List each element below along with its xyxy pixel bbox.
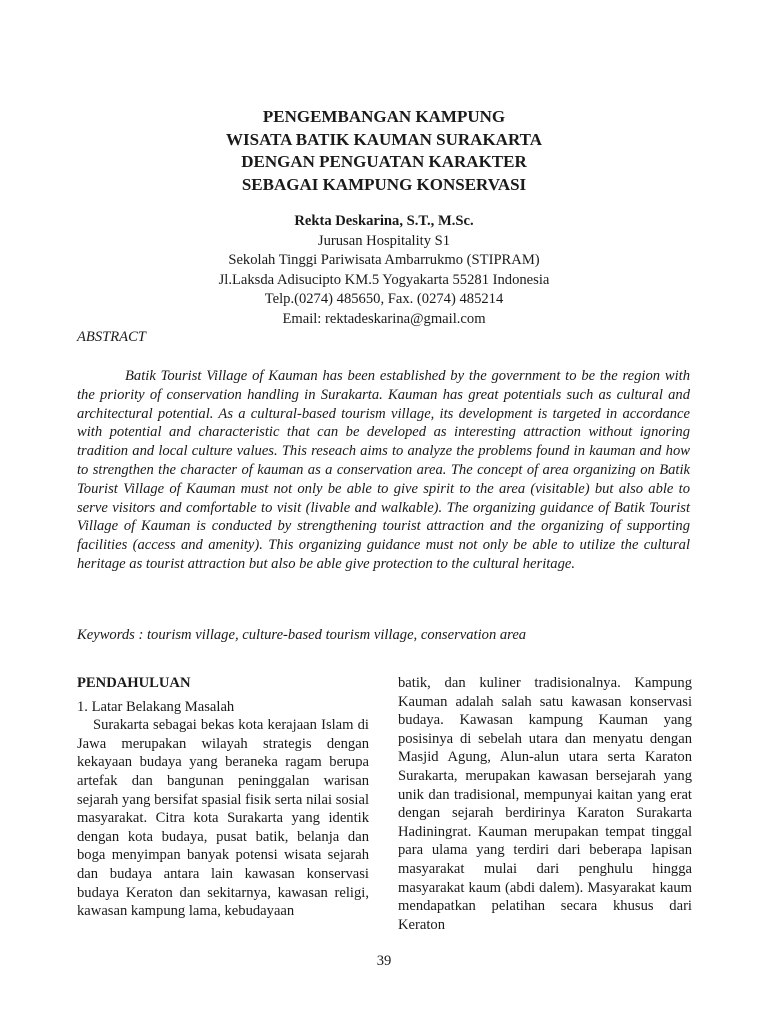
title-line: PENGEMBANGAN KAMPUNG [262, 107, 506, 126]
author-institution: Sekolah Tinggi Pariwisata Ambarrukmo (STIPRAM) [228, 252, 540, 268]
body-paragraph: batik, dan kuliner tradisionalnya. Kampung Kauman adalah salah satu kawasan konservasi budaya. Kawasan kampung Kauman yang posisinya di sebelah utara dan menyatu dengan Masjid Agung, Alun-alun utara serta Karaton Surakarta, merupakan kawasan bersejarah yang unik dan tradisional, mempunyai kaitan yang erat dengan sejarah berdirinya Karaton Surakarta Hadiningrat. Kauman merupakan tempat tinggal para ulama yang terdiri dari beberapa lapisan masyarakat mulai dari penghulu hingga masyarakat kaum (abdi dalem). Masyarakat kaum mendapatkan pelatihan secara khusus dari Keraton [398, 675, 692, 933]
title-line: DENGAN PENGUATAN KARAKTER [241, 152, 527, 171]
body-column-left [77, 674, 369, 921]
author-email: Email: rektadeskarina@gmail.com [282, 310, 486, 327]
paper-title [0, 106, 768, 196]
keywords: Keywords : tourism village, culture-based tourism village, conservation area [77, 627, 527, 643]
author-name: Rekta Deskarina, S.T., M.Sc. [294, 213, 474, 229]
author-address: Jl.Laksda Adisucipto KM.5 Yogyakarta 55281 Indonesia [218, 271, 550, 288]
abstract-label: ABSTRACT [77, 329, 146, 345]
subsection-heading: 1. Latar Belakang Masalah [77, 698, 235, 715]
author-department: Jurusan Hospitality S1 [317, 232, 451, 249]
author-block [0, 212, 768, 329]
page-number: 39 [376, 953, 392, 969]
author-phone: Telp.(0274) 485650, Fax. (0274) 485214 [264, 291, 504, 307]
section-heading: PENDAHULUAN [77, 675, 191, 691]
body-paragraph: Surakarta sebagai bekas kota kerajaan Islam di Jawa merupakan wilayah strategis dengan kekayaan budaya yang beraneka ragam berupa artefak dan bangunan peninggalan warisan sejarah yang bersifat spasial fisik serta nilai sosial masyarakat. Citra kota Surakarta yang identik dengan kota budaya, pusat batik, belanja dan boga menyimpan banyak potensi wisata sejarah dan budaya antara lain kawasan konservasi budaya Keraton dan sekitarnya, kawasan religi, kawasan kampung lama, kebudayaan [77, 717, 369, 920]
title-line: WISATA BATIK KAUMAN SURAKARTA [226, 129, 542, 149]
body-column-right [398, 674, 692, 934]
title-line: SEBAGAI KAMPUNG KONSERVASI [241, 174, 527, 194]
abstract-text: Batik Tourist Village of Kauman has been established by the government to be the region with the priority of conservation handling in Surakarta. Kauman has great potentials such as cultural and architectural potential. As a cultural-based tourism village, its development is targeted in accordance with potential and characteristic that can be developed as interesting attraction without ignoring tradition and local culture values. This reseach aims to analyze the problems found in kauman and how to strengthen the character of kauman as a conservation area. The concept of area organizing on Batik Tourist Village of Kauman must not only be able to give spirit to the area (visitable) but also able to serve visitors and comfortable to visit (livable and walkable). The organizing guidance of Batik Tourist Village of Kauman is conducted by strengthening tourist attraction and the organizing of supporting facilities (access and amenity). This organizing guidance must not only be able to utilize the cultural heritage as tourist attraction but also be able give protection to the cultural heritage. [77, 368, 690, 572]
